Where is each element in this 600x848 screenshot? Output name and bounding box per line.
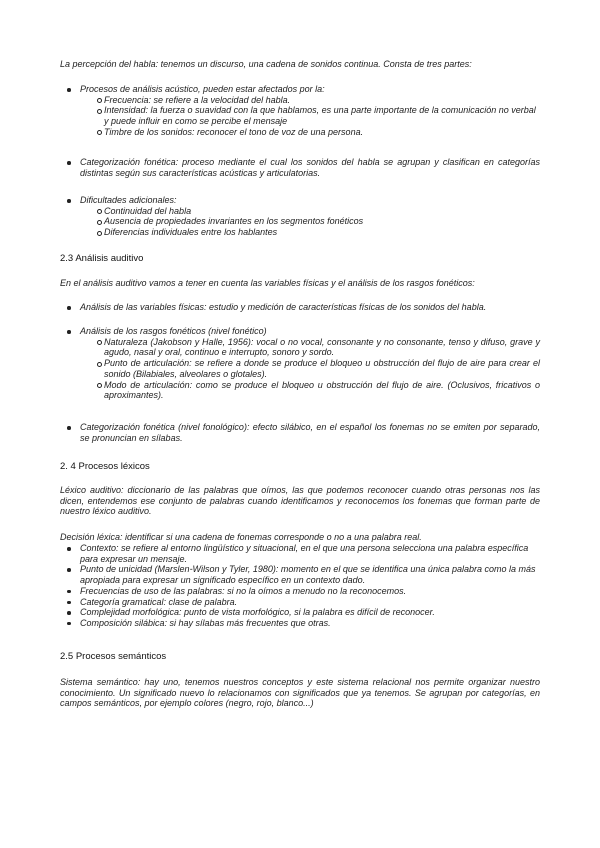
list-subitem: Modo de articulación: como se produce el bloqueo u obstrucción del flujo de aire. (Oclusivos, fricativos o aproximantes).	[60, 380, 540, 401]
section-heading: 2.3 Análisis auditivo	[60, 253, 144, 264]
list-subitem: Continuidad del habla	[60, 206, 540, 217]
list-subitem: Timbre de los sonidos: reconocer el tono de voz de una persona.	[60, 127, 540, 138]
list-subitem: Naturaleza (Jakobson y Halle, 1956): vocal o no vocal, consonante y no consonante, tenso y difuso, grave y agudo, nasal y oral, continuo e interrupto, sonoro y sordo.	[60, 337, 540, 358]
auditory-list-3	[60, 422, 540, 443]
section-heading: 2.5 Procesos semánticos	[60, 651, 167, 662]
list-item: Categorización fonética: proceso mediante el cual los sonidos del habla se agrupan y clasifican en categorías distintas según sus características acústicas y articulatorias.	[60, 157, 540, 178]
perception-list-2	[60, 157, 540, 178]
list-item: Punto de unicidad (Marslen-Wilson y Tyler, 1980): momento en el que se identifica una única palabra como la más apropiada para expresar un significado específico en un contexto dado.	[60, 564, 540, 585]
intro-paragraph: La percepción del habla: tenemos un discurso, una cadena de sonidos continua. Consta de tres partes:	[60, 59, 472, 69]
list-item: Complejidad morfológica: punto de vista morfológico, si la palabra es difícil de reconocer.	[60, 607, 540, 618]
paragraph: En el análisis auditivo vamos a tener en cuenta las variables físicas y el análisis de los rasgos fonéticos:	[60, 278, 475, 288]
list-item: Categoría gramatical: clase de palabra.	[60, 597, 540, 608]
auditory-list-1	[60, 302, 540, 313]
lexical-list	[60, 543, 540, 629]
list-item: Procesos de análisis acústico, pueden estar afectados por la:	[60, 84, 540, 95]
list-item: Frecuencias de uso de las palabras: si no la oímos a menudo no la reconocemos.	[60, 586, 540, 597]
list-item: Dificultades adicionales:	[60, 195, 540, 206]
list-item: Categorización fonética (nivel fonológico): efecto silábico, en el español los fonemas no se emiten por separado, se pronuncian en sílabas.	[60, 422, 540, 443]
perception-list	[60, 84, 540, 138]
list-item: Análisis de las variables físicas: estudio y medición de características físicas de los sonidos del habla.	[60, 302, 540, 313]
paragraph: Decisión léxica: identificar si una cadena de fonemas corresponde o no a una palabra real.	[60, 532, 422, 542]
list-item: Contexto: se refiere al entorno lingüístico y situacional, en el que una persona selecciona una palabra específica para expresar un mensaje.	[60, 543, 540, 564]
list-subitem: Diferencias individuales entre los hablantes	[60, 227, 540, 238]
list-subitem: Ausencia de propiedades invariantes en los segmentos fonéticos	[60, 216, 540, 227]
section-heading: 2. 4 Procesos léxicos	[60, 461, 150, 472]
paragraph: Léxico auditivo: diccionario de las palabras que oímos, las que podemos reconocer cuando otras personas nos las dicen, entendemos ese conjunto de palabras cuando identificamos y reconocemos los fonemas que forman parte de nuestro léxico auditivo.	[60, 485, 540, 517]
list-item: Composición silábica: si hay sílabas más frecuentes que otras.	[60, 618, 540, 629]
list-item: Análisis de los rasgos fonéticos (nivel fonético)	[60, 326, 540, 337]
paragraph: Sistema semántico: hay uno, tenemos nuestros conceptos y este sistema relacional nos permite organizar nuestro conocimiento. Un significado nuevo lo relacionamos con significados que ya tenemos. Se agrupan por categorías, en campos semánticos, por ejemplo colores (negro, rojo, blanco...)	[60, 677, 540, 709]
list-subitem: Intensidad: la fuerza o suavidad con la que hablamos, es una parte importante de la comunicación no verbal y puede influir en como se percibe el mensaje	[60, 105, 540, 126]
perception-list-3	[60, 195, 540, 238]
auditory-list-2	[60, 326, 540, 401]
list-subitem: Punto de articulación: se refiere a donde se produce el bloqueo u obstrucción del flujo de aire para crear el sonido (Bilabiales, alveolares o glotales).	[60, 358, 540, 379]
list-subitem: Frecuencia: se refiere a la velocidad del habla.	[60, 95, 540, 106]
